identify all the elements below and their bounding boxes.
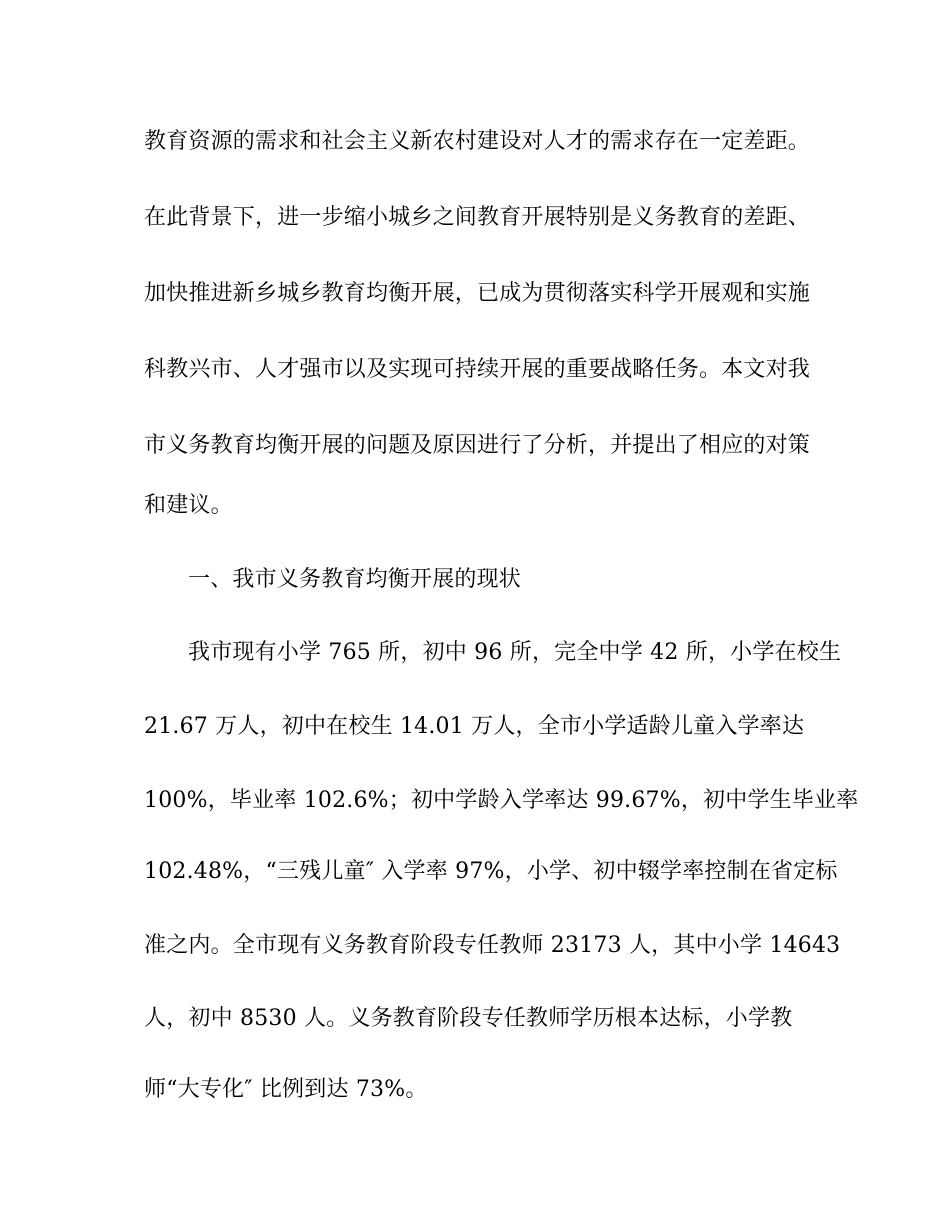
paragraph-2-line-6: 人，初中 8530 人。义务教育阶段专任教师学历根本达标，小学教 [144,1006,793,1031]
paragraph-1-line-6: 和建议。 [144,493,233,518]
paragraph-2-line-4: 102.48%，“三残儿童″ 入学率 97%，小学、初中辍学率控制在省定标 [144,859,838,884]
paragraph-1-line-5: 市义务教育均衡开展的问题及原因进行了分析，并提出了相应的对策 [144,433,811,458]
section-heading: 一、我市义务教育均衡开展的现状 [188,567,522,592]
paragraph-1-line-4: 科教兴市、人才强市以及实现可持续开展的重要战略任务。本文对我 [144,357,811,382]
paragraph-2-line-3: 100%，毕业率 102.6%；初中学龄入学率达 99.67%，初中学生毕业率 [144,788,859,813]
paragraph-1-line-2: 在此背景下，进一步缩小城乡之间教育开展特别是义务教育的差距、 [144,205,811,230]
paragraph-2-line-5: 准之内。全市现有义务教育阶段专任教师 23173 人，其中小学 14643 [144,933,841,958]
paragraph-2-line-7: 师“大专化″ 比例到达 73%。 [144,1077,428,1102]
paragraph-1-line-3: 加快推进新乡城乡教育均衡开展，已成为贯彻落实科学开展观和实施 [144,281,811,306]
paragraph-1-line-1: 教育资源的需求和社会主义新农村建设对人才的需求存在一定差距。 [144,129,811,154]
paragraph-2-line-1: 我市现有小学 765 所，初中 96 所，完全中学 42 所，小学在校生 [188,640,842,665]
paragraph-2-line-2: 21.67 万人，初中在校生 14.01 万人，全市小学适龄儿童入学率达 [144,714,805,739]
